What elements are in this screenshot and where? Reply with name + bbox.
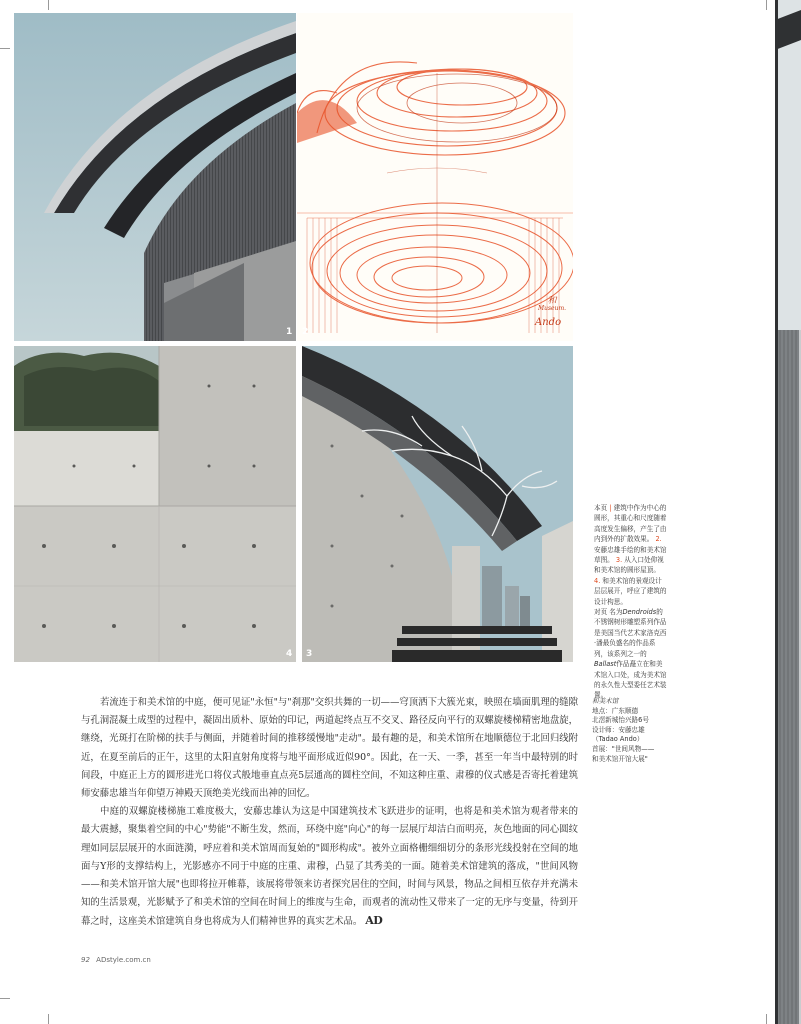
photo-concrete-walls bbox=[14, 346, 296, 662]
info-designer-en: （Tadao Ando） bbox=[592, 735, 644, 744]
caption-separator: | bbox=[609, 504, 612, 512]
caption-opposite-pre: 对页 名为 bbox=[594, 608, 623, 617]
article-body bbox=[81, 694, 578, 932]
ad-end-mark: AD bbox=[365, 914, 383, 928]
info-address-2: 北滘新城怡兴路6号 bbox=[592, 716, 649, 725]
photo-roof-sky bbox=[14, 13, 296, 341]
footer-site: ADstyle.com.cn bbox=[96, 956, 151, 964]
info-title: 和美术馆 bbox=[592, 697, 619, 705]
figure-number-3: 3 bbox=[306, 649, 313, 659]
crop-mark bbox=[0, 48, 10, 49]
caption-italic-dendroids: Dendroids bbox=[622, 608, 657, 617]
sketch-signature-char: 和 bbox=[547, 296, 557, 306]
caption-text-4: 和美术馆的景观设计层层展开，呼应了建筑的设计构思。 bbox=[594, 576, 667, 606]
sketch-signature-ando: Ando bbox=[535, 317, 562, 328]
info-exhibit-2: 和美术馆开馆大展" bbox=[592, 754, 648, 763]
body-paragraph-2-text: 中庭的双螺旋楼梯施工难度极大，安藤忠雄认为这是中国建筑技术飞跃进步的证明，也将是和美术馆为观者带来的最大震撼，聚集着空间的中心"势能"不断生发，然而，环绕中庭"向心"的每一层展厅却洁白而明亮，灰色地面的同心圆纹理如同层层展开的水面涟漪，呼应着和美术馆周而复始的"圆形构成"。被外立面格栅细细切分的条形光线投射在空间的地面与Y形的支撑结构上，光影感亦不同于中庭的庄重、肃穆，凸显了其秀美的一面。随着美术馆建筑的落成，"世间风物——和美术馆开馆大展"也即将拉开帷幕，该展将带领来访者探究居住的空间，时间与风景，物品之间相互依存并充满未知的生活景观，光影赋予了和美术馆的空间在时间上的维度与生命，而观者的流动性又带来了一定的无序与变量，待到开幕之时，这座美术馆建筑自身也将成为人们精神世界的真实艺术品。 bbox=[81, 806, 578, 928]
caption-text-2: 安藤忠雄手绘的和美术馆草图。 bbox=[594, 545, 667, 565]
crop-mark bbox=[48, 1014, 49, 1024]
caption-number-2: 2. bbox=[655, 535, 662, 544]
photo-courtyard-sculpture bbox=[302, 346, 573, 662]
body-paragraph-1: 若流连于和美术馆的中庭，便可见证"永恒"与"刹那"交织共舞的一切——穹顶洒下大簇光束，映照在墙面肌理的缝隙与孔洞混凝土成型的过程中，凝固出质朴、原始的印记，两道起终点互不交叉、路径反向平行的双螺旋楼梯精密地盘旋，继绕，光斑打在阶梯的扶手与侧面，并随着时间的推移缓慢地"走动"。最有趣的是，和美术馆所在地顺德位于北回归线附近，在夏至前后的正午，这里的太阳直射角度将与地平面形成近似90°。因此，在一天、一季，甚至一年当中最特别的时间段，中庭正上方的圆形进光口将仪式般地垂直点亮5层通高的圆柱空间，不知这种庄重、肃穆的仪式感是否寄托着建筑师安藤忠雄当年仰望万神殿天顶绝美光线而出神的回忆。 bbox=[81, 697, 578, 800]
info-address: 地点：广东顺德 bbox=[592, 706, 639, 715]
caption-number-3: 3. bbox=[615, 556, 623, 565]
figure-number-4: 4 bbox=[286, 649, 293, 659]
crop-mark bbox=[0, 998, 10, 999]
caption-text-1: 建筑中作为中心的圆形，其重心和尺度随着高度发生偏移，产生了由内到外的扩散效果。 bbox=[594, 504, 667, 544]
crop-mark bbox=[48, 0, 49, 10]
caption-opposite-post: 作品矗立在和美术馆入口处，成为美术馆的永久性大型委任艺术装置。 bbox=[594, 660, 667, 700]
crop-mark bbox=[766, 0, 767, 10]
page-footer bbox=[81, 956, 151, 964]
sketch-signature-museum: Museum. bbox=[537, 305, 567, 312]
figure-number-1: 1 bbox=[286, 327, 293, 337]
caption-number-4: 4. bbox=[594, 576, 601, 585]
info-exhibit: 首展："世间风物—— bbox=[592, 744, 655, 753]
crop-mark bbox=[766, 1014, 767, 1024]
caption-text-3: 从入口处仰视和美术馆的圆形屋顶。 bbox=[594, 556, 664, 575]
photo-hand-sketch bbox=[297, 13, 573, 341]
sketch-signature bbox=[530, 297, 573, 313]
museum-info bbox=[592, 697, 680, 764]
facing-page-edge bbox=[775, 0, 801, 1024]
figure-number-2: 2 bbox=[302, 327, 309, 337]
info-designer: 设计师：安藤忠雄 bbox=[592, 725, 645, 734]
caption-opposite-mid: 的不锈钢树形雕塑系列作品是美国当代艺术家洛克西·潘最负盛名的作品系列，该系列之一的 bbox=[594, 608, 667, 658]
caption-page-label: 本页 bbox=[594, 504, 608, 512]
photo-caption bbox=[594, 503, 668, 701]
page-number: 92 bbox=[81, 956, 90, 964]
caption-italic-ballast: Ballast bbox=[594, 660, 617, 669]
body-paragraph-2 bbox=[81, 803, 578, 931]
